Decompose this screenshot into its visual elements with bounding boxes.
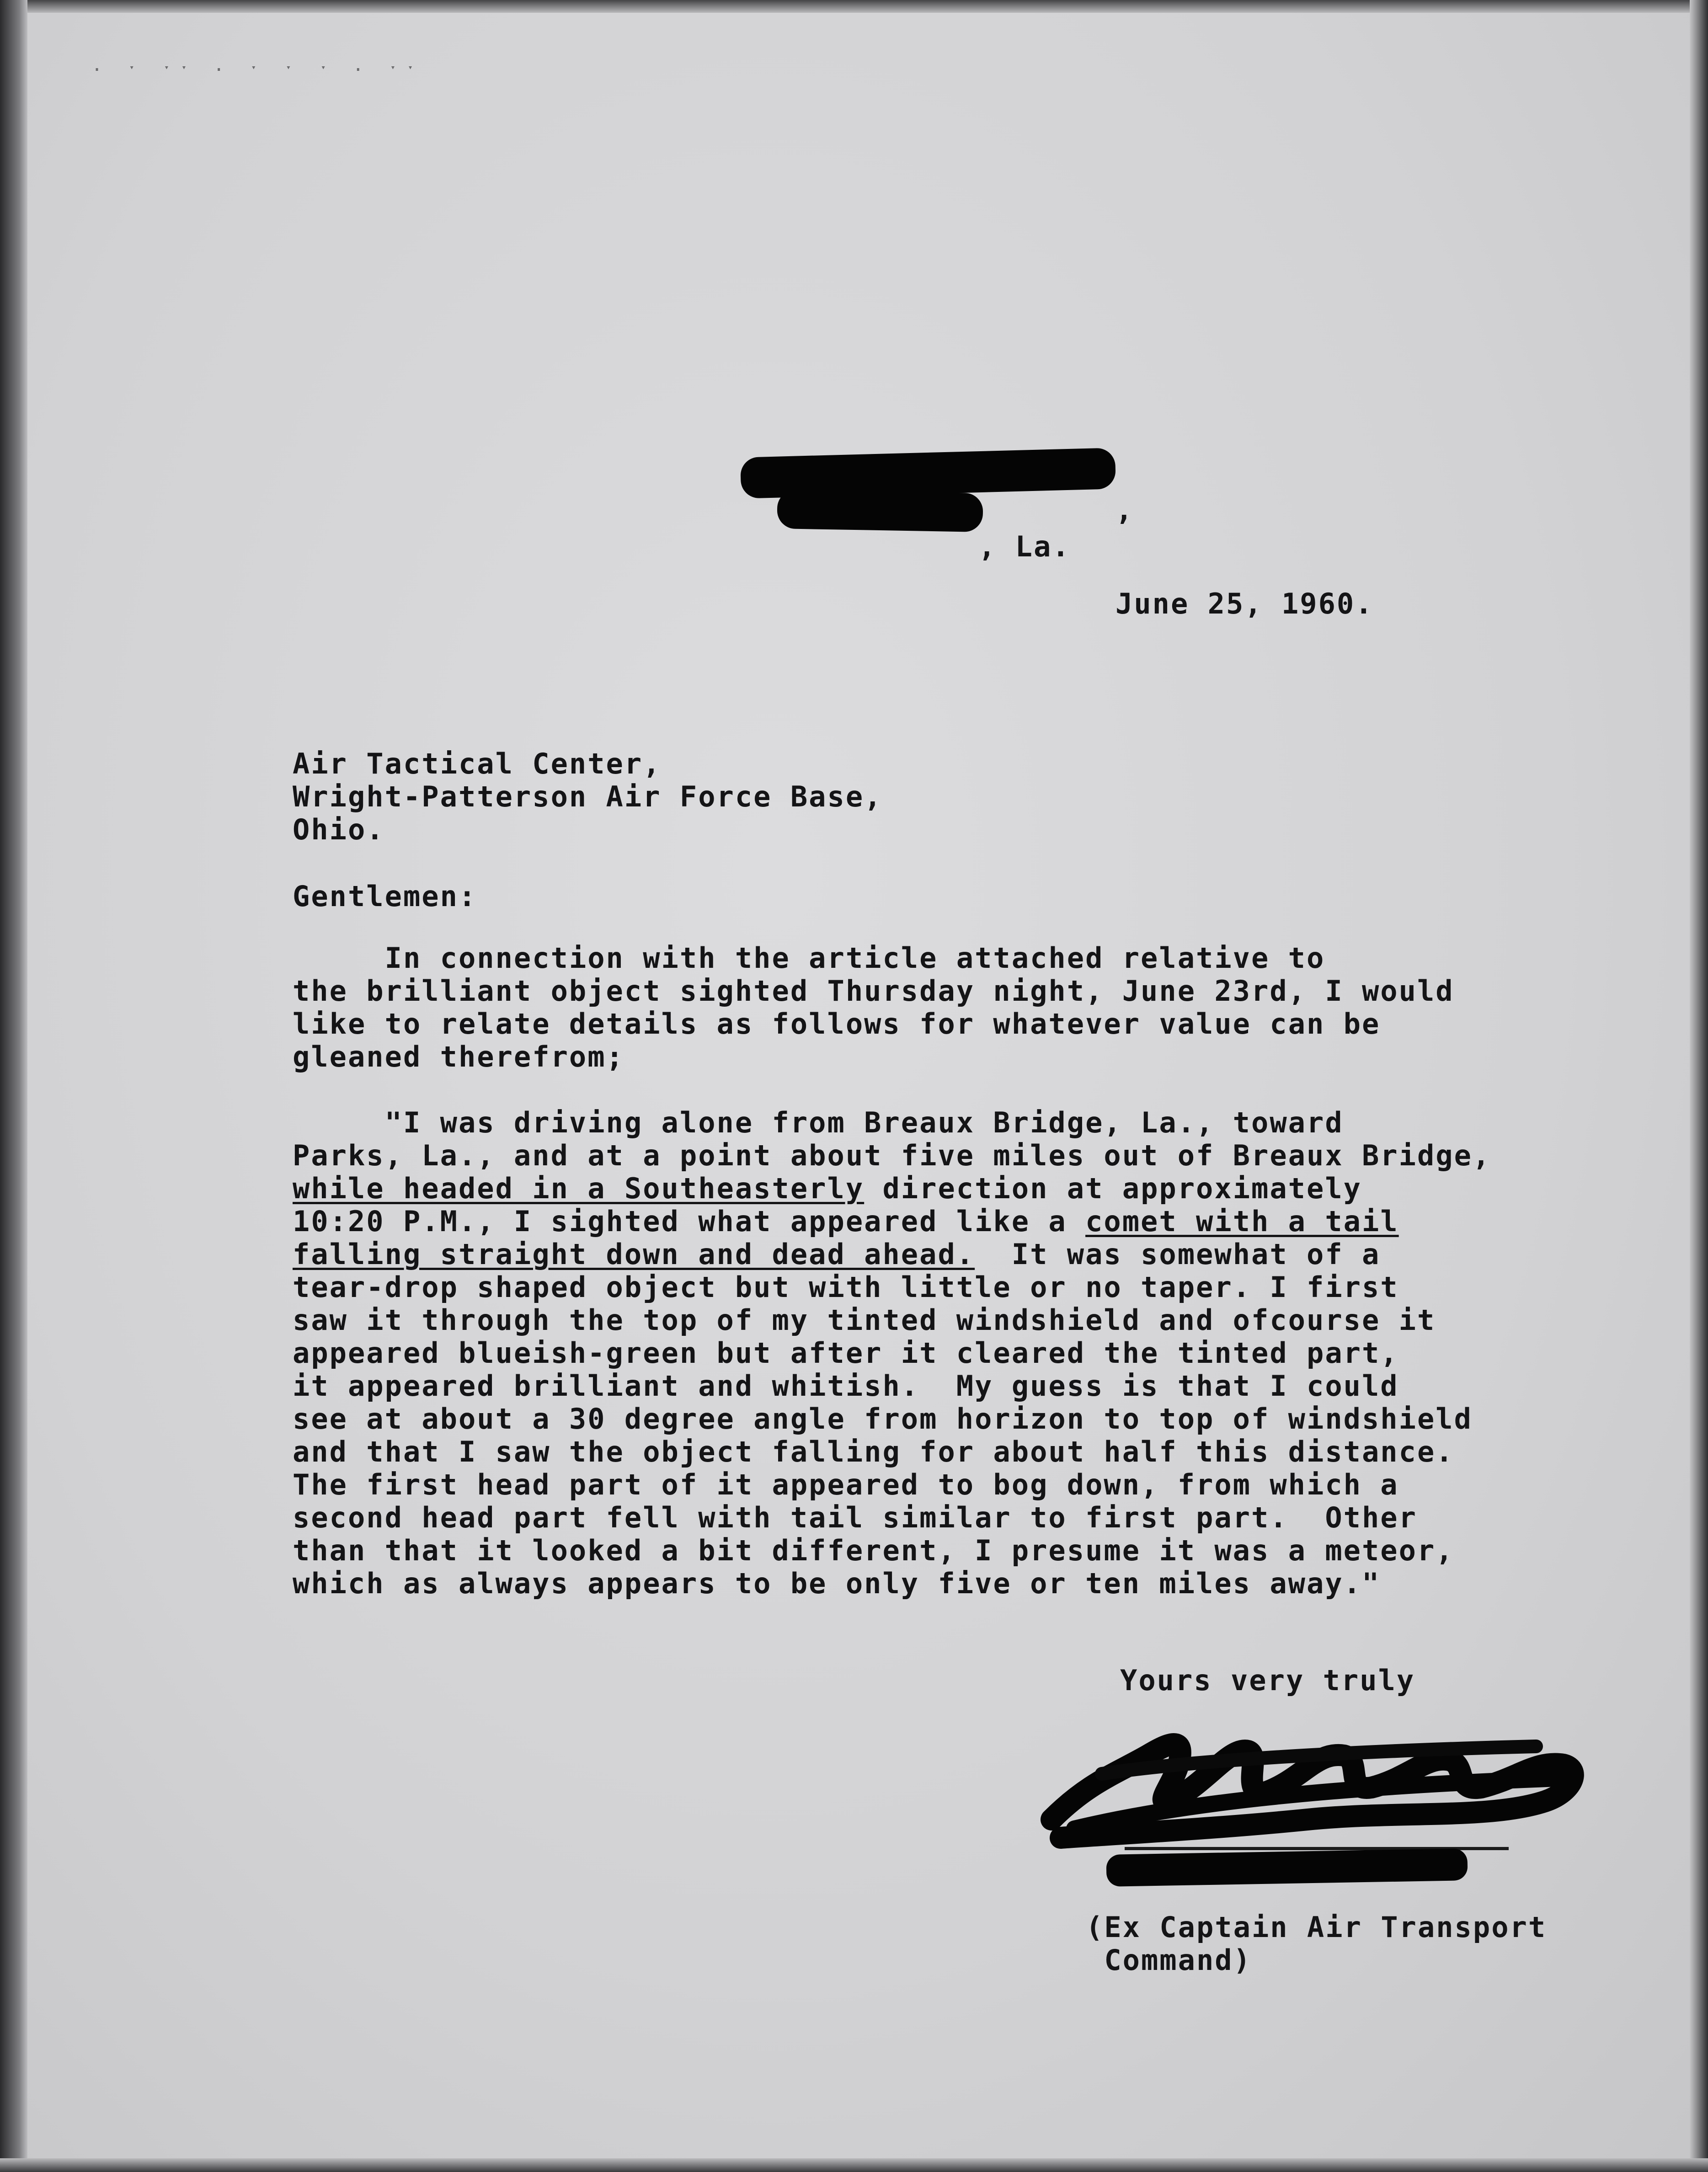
underlined-falling: falling straight down and dead ahead. bbox=[293, 1238, 975, 1271]
intro-line-3: like to relate details as follows for whatever value can be bbox=[293, 1007, 1381, 1041]
intro-line-2: the brilliant object sighted Thursday night, June 23rd, I would bbox=[293, 974, 1454, 1008]
underlined-comet: comet with a tail bbox=[1085, 1205, 1399, 1238]
underlined-direction: while headed in a Southeasterly bbox=[293, 1172, 865, 1205]
recipient-line-2: Wright-Patterson Air Force Base, bbox=[293, 780, 883, 813]
film-edge-right bbox=[1690, 0, 1708, 2172]
quote-line-5 bbox=[293, 1238, 1380, 1271]
redaction-city bbox=[777, 490, 983, 532]
film-edge-left bbox=[0, 0, 27, 2172]
redaction-typed-name bbox=[1106, 1848, 1468, 1887]
quote-line-10: see at about a 30 degree angle from horizon to top of windshield bbox=[293, 1402, 1473, 1436]
quote-line-3 bbox=[293, 1172, 1362, 1205]
redacted-signature-icon bbox=[1033, 1682, 1618, 1865]
signature-note-1: (Ex Captain Air Transport bbox=[1086, 1911, 1547, 1944]
quote-line-9: it appeared brilliant and whitish. My guess is that I could bbox=[293, 1369, 1399, 1403]
sender-location: , La. bbox=[978, 530, 1071, 563]
quote-line-14: than that it looked a bit different, I presume it was a meteor, bbox=[293, 1534, 1454, 1567]
quote-line-13: second head part fell with tail similar to first part. Other bbox=[293, 1501, 1417, 1534]
quote-line-7: saw it through the top of my tinted windshield and ofcourse it bbox=[293, 1303, 1436, 1337]
film-edge-bottom bbox=[0, 2158, 1708, 2172]
film-edge-top bbox=[0, 0, 1708, 13]
quote-line-4-start: 10:20 P.M., I sighted what appeared like a bbox=[293, 1205, 1086, 1238]
closing: Yours very truly bbox=[1120, 1664, 1415, 1697]
recipient-line-3: Ohio. bbox=[293, 813, 385, 846]
faint-top-marks: · ˑ ˑˑ · ˑ ˑ ˑ · ˑˑ bbox=[91, 59, 422, 80]
quote-line-5-rest: It was somewhat of a bbox=[975, 1238, 1381, 1271]
quote-line-4 bbox=[293, 1205, 1399, 1238]
quote-line-3-rest: direction at approximately bbox=[864, 1172, 1362, 1205]
quote-line-6: tear-drop shaped object but with little or no taper. I first bbox=[293, 1270, 1399, 1304]
salutation: Gentlemen: bbox=[293, 880, 477, 913]
sender-name-comma: , bbox=[1116, 493, 1134, 527]
quote-line-12: The first head part of it appeared to bog down, from which a bbox=[293, 1468, 1399, 1501]
letter-date: June 25, 1960. bbox=[1116, 587, 1374, 620]
quote-line-15: which as always appears to be only five or ten miles away." bbox=[293, 1567, 1381, 1600]
signature-note-2: Command) bbox=[1086, 1943, 1252, 1977]
quote-line-11: and that I saw the object falling for about half this distance. bbox=[293, 1435, 1454, 1468]
quote-line-1: "I was driving alone from Breaux Bridge, La., toward bbox=[293, 1106, 1344, 1139]
intro-line-4: gleaned therefrom; bbox=[293, 1040, 624, 1073]
recipient-line-1: Air Tactical Center, bbox=[293, 747, 662, 780]
quote-line-2: Parks, La., and at a point about five miles out of Breaux Bridge, bbox=[293, 1139, 1491, 1172]
intro-line-1: In connection with the article attached relative to bbox=[293, 941, 1325, 975]
quote-line-8: appeared blueish-green but after it cleared the tinted part, bbox=[293, 1336, 1399, 1370]
